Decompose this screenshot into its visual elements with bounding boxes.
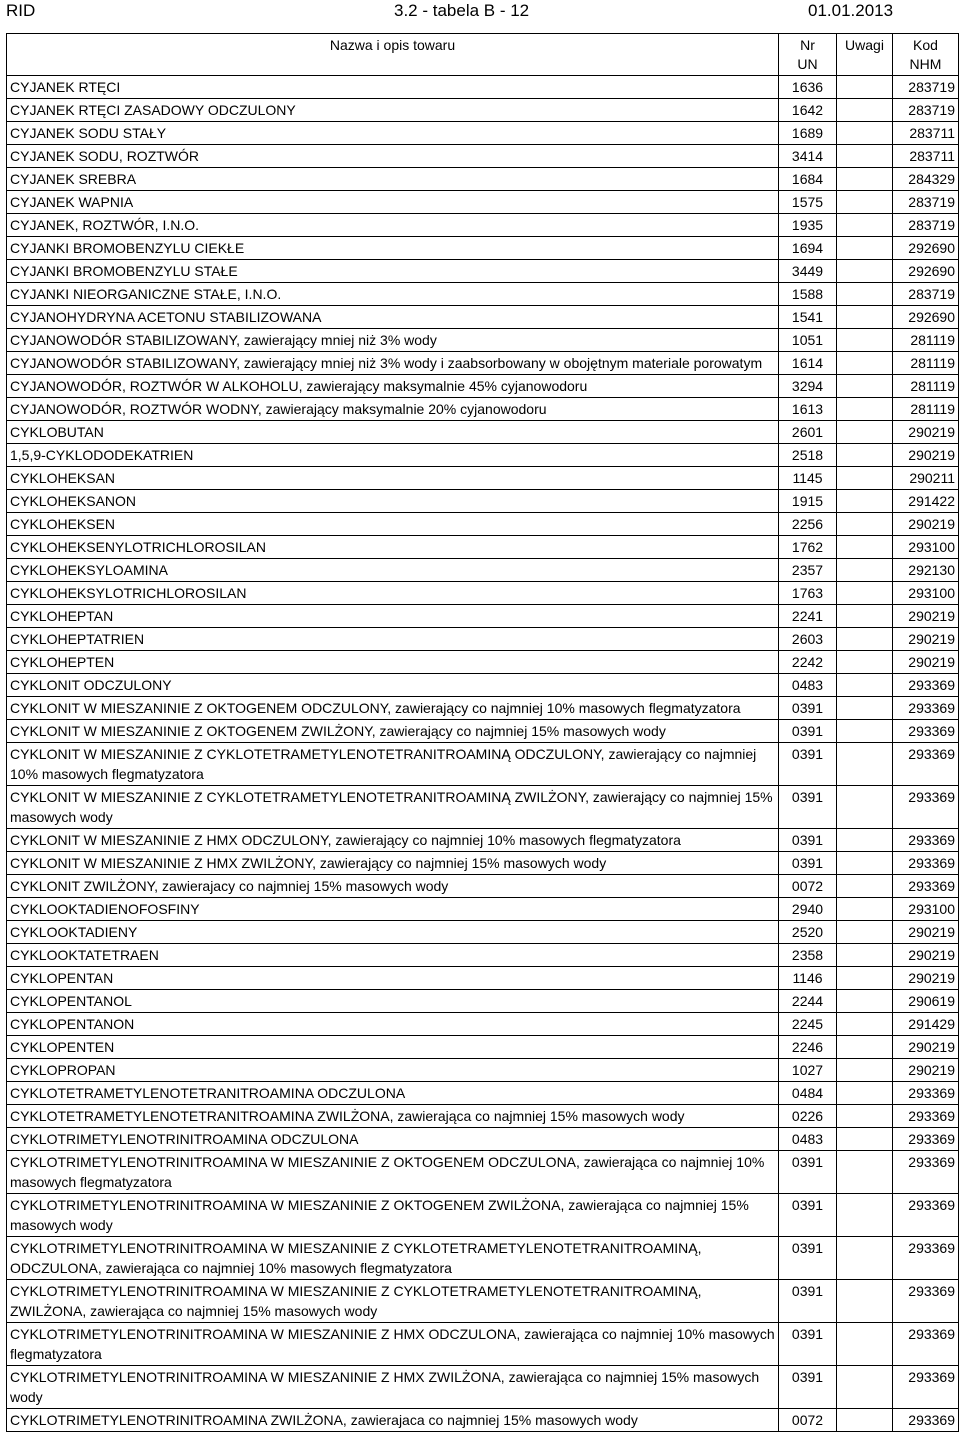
cell-name: CYKLOTRIMETYLENOTRINITROAMINA ZWILŻONA, zawierajaca co najmniej 15% masowych wody bbox=[7, 1409, 779, 1432]
cell-un: 0391 bbox=[779, 1237, 837, 1280]
cell-name: CYJANKI BROMOBENZYLU CIEKŁE bbox=[7, 237, 779, 260]
cell-notes bbox=[837, 122, 893, 145]
cell-name: CYKLOTRIMETYLENOTRINITROAMINA W MIESZANINIE Z HMX ODCZULONA, zawierająca co najmniej 10% masowych flegmatyzatora bbox=[7, 1323, 779, 1366]
cell-un: 0391 bbox=[779, 1366, 837, 1409]
cell-nhm: 283711 bbox=[893, 122, 959, 145]
header-center: 3.2 - tabela B - 12 bbox=[394, 1, 530, 20]
cell-nhm: 293369 bbox=[893, 875, 959, 898]
table-row bbox=[7, 898, 959, 921]
cell-un: 1613 bbox=[779, 398, 837, 421]
cell-nhm: 292130 bbox=[893, 559, 959, 582]
cell-notes bbox=[837, 352, 893, 375]
table-row bbox=[7, 1082, 959, 1105]
table-row bbox=[7, 697, 959, 720]
cell-nhm: 293369 bbox=[893, 674, 959, 697]
cell-notes bbox=[837, 852, 893, 875]
cell-un: 1051 bbox=[779, 329, 837, 352]
cell-notes bbox=[837, 237, 893, 260]
cell-name: CYKLONIT W MIESZANINIE Z OKTOGENEM ODCZULONY, zawierający co najmniej 10% masowych flegmatyzatora bbox=[7, 697, 779, 720]
cell-nhm: 293369 bbox=[893, 1366, 959, 1409]
cell-un: 0391 bbox=[779, 852, 837, 875]
table-row bbox=[7, 990, 959, 1013]
cell-notes bbox=[837, 191, 893, 214]
header-date: 01.01.2013 bbox=[808, 1, 894, 20]
cell-notes bbox=[837, 1105, 893, 1128]
cell-nhm: 290219 bbox=[893, 944, 959, 967]
cell-nhm: 293100 bbox=[893, 582, 959, 605]
cell-nhm: 293369 bbox=[893, 786, 959, 829]
cell-nhm: 291429 bbox=[893, 1013, 959, 1036]
cell-notes bbox=[837, 1082, 893, 1105]
cell-un: 0391 bbox=[779, 829, 837, 852]
cell-name: CYJANEK RTĘCI ZASADOWY ODCZULONY bbox=[7, 99, 779, 122]
cell-nhm: 292690 bbox=[893, 306, 959, 329]
cell-notes bbox=[837, 1036, 893, 1059]
cell-notes bbox=[837, 1366, 893, 1409]
cell-notes bbox=[837, 467, 893, 490]
table-row bbox=[7, 329, 959, 352]
cell-nhm: 293369 bbox=[893, 720, 959, 743]
table-row bbox=[7, 283, 959, 306]
cell-un: 0391 bbox=[779, 743, 837, 786]
cell-un: 1614 bbox=[779, 352, 837, 375]
cell-un: 2601 bbox=[779, 421, 837, 444]
cell-name: CYKLOTRIMETYLENOTRINITROAMINA ODCZULONA bbox=[7, 1128, 779, 1151]
cell-nhm: 281119 bbox=[893, 398, 959, 421]
cell-un: 2256 bbox=[779, 513, 837, 536]
cell-name: CYJANKI BROMOBENZYLU STAŁE bbox=[7, 260, 779, 283]
column-header-name: Nazwa i opis towaru bbox=[7, 34, 779, 76]
cell-nhm: 290219 bbox=[893, 513, 959, 536]
cell-name: CYKLONIT W MIESZANINIE Z CYKLOTETRAMETYLENOTETRANITROAMINĄ ODCZULONY, zawierający co najmniej 10% masowych flegmatyzatora bbox=[7, 743, 779, 786]
table-row bbox=[7, 674, 959, 697]
cell-name: CYKLOTRIMETYLENOTRINITROAMINA W MIESZANINIE Z HMX ZWILŻONA, zawierająca co najmniej 15% masowych wody bbox=[7, 1366, 779, 1409]
cell-name: CYJANOWODÓR STABILIZOWANY, zawierający mniej niż 3% wody i zaabsorbowany w obojętnym materiale porowatym bbox=[7, 352, 779, 375]
table-row bbox=[7, 852, 959, 875]
cell-un: 1575 bbox=[779, 191, 837, 214]
table-row bbox=[7, 1237, 959, 1280]
cell-notes bbox=[837, 875, 893, 898]
cell-nhm: 290219 bbox=[893, 651, 959, 674]
cell-name: CYJANEK SREBRA bbox=[7, 168, 779, 191]
cell-nhm: 290619 bbox=[893, 990, 959, 1013]
cell-name: CYJANEK WAPNIA bbox=[7, 191, 779, 214]
cell-notes bbox=[837, 786, 893, 829]
cell-nhm: 290219 bbox=[893, 921, 959, 944]
cell-un: 1762 bbox=[779, 536, 837, 559]
header-left: RID bbox=[6, 1, 36, 20]
cell-name: CYKLOOKTADIENY bbox=[7, 921, 779, 944]
cell-name: CYJANOWODÓR, ROZTWÓR WODNY, zawierający maksymalnie 20% cyjanowodoru bbox=[7, 398, 779, 421]
cell-nhm: 281119 bbox=[893, 329, 959, 352]
table-row bbox=[7, 122, 959, 145]
cell-name: CYKLOOKTADIENOFOSFINY bbox=[7, 898, 779, 921]
cell-nhm: 283719 bbox=[893, 283, 959, 306]
cell-notes bbox=[837, 628, 893, 651]
cell-name: CYKLOHEKSEN bbox=[7, 513, 779, 536]
cell-un: 1689 bbox=[779, 122, 837, 145]
cell-notes bbox=[837, 1151, 893, 1194]
cell-notes bbox=[837, 1237, 893, 1280]
cell-notes bbox=[837, 260, 893, 283]
cell-nhm: 290219 bbox=[893, 605, 959, 628]
cell-name: CYKLONIT W MIESZANINIE Z HMX ODCZULONY, zawierający co najmniej 10% masowych flegmatyzatora bbox=[7, 829, 779, 852]
cell-un: 0072 bbox=[779, 1409, 837, 1432]
cell-notes bbox=[837, 829, 893, 852]
cell-un: 2242 bbox=[779, 651, 837, 674]
cell-name: CYKLOTRIMETYLENOTRINITROAMINA W MIESZANINIE Z OKTOGENEM ZWILŻONA, zawierająca co najmniej 15% masowych wody bbox=[7, 1194, 779, 1237]
table-row bbox=[7, 421, 959, 444]
table-row bbox=[7, 145, 959, 168]
cell-notes bbox=[837, 967, 893, 990]
substances-table bbox=[6, 33, 959, 1432]
cell-notes bbox=[837, 1409, 893, 1432]
cell-nhm: 293369 bbox=[893, 743, 959, 786]
cell-notes bbox=[837, 921, 893, 944]
cell-nhm: 284329 bbox=[893, 168, 959, 191]
cell-notes bbox=[837, 1194, 893, 1237]
cell-name: CYJANEK RTĘCI bbox=[7, 76, 779, 99]
cell-un: 1935 bbox=[779, 214, 837, 237]
table-row bbox=[7, 1128, 959, 1151]
cell-un: 0226 bbox=[779, 1105, 837, 1128]
table-row bbox=[7, 306, 959, 329]
cell-notes bbox=[837, 283, 893, 306]
cell-nhm: 293369 bbox=[893, 1280, 959, 1323]
cell-nhm: 293369 bbox=[893, 1082, 959, 1105]
table-row bbox=[7, 536, 959, 559]
table-row bbox=[7, 921, 959, 944]
cell-nhm: 293369 bbox=[893, 1194, 959, 1237]
cell-nhm: 293369 bbox=[893, 1237, 959, 1280]
table-row bbox=[7, 1409, 959, 1432]
table-row bbox=[7, 829, 959, 852]
table-row bbox=[7, 168, 959, 191]
table-row bbox=[7, 875, 959, 898]
cell-notes bbox=[837, 444, 893, 467]
cell-notes bbox=[837, 1323, 893, 1366]
cell-nhm: 293369 bbox=[893, 1105, 959, 1128]
cell-notes bbox=[837, 168, 893, 191]
table-header-row bbox=[7, 34, 959, 76]
cell-name: CYKLOPROPAN bbox=[7, 1059, 779, 1082]
cell-un: 2241 bbox=[779, 605, 837, 628]
table-row bbox=[7, 191, 959, 214]
cell-name: CYKLOTRIMETYLENOTRINITROAMINA W MIESZANINIE Z CYKLOTETRAMETYLENOTETRANITROAMINĄ, ODCZULONA, zawierająca co najmniej 10% masowych flegmatyzatora bbox=[7, 1237, 779, 1280]
cell-nhm: 293100 bbox=[893, 898, 959, 921]
cell-name: CYKLOTRIMETYLENOTRINITROAMINA W MIESZANINIE Z CYKLOTETRAMETYLENOTETRANITROAMINĄ, ZWILŻONA, zawierająca co najmniej 15% masowych wody bbox=[7, 1280, 779, 1323]
cell-un: 1146 bbox=[779, 967, 837, 990]
table-row bbox=[7, 1036, 959, 1059]
cell-nhm: 293369 bbox=[893, 1323, 959, 1366]
table-row bbox=[7, 260, 959, 283]
cell-un: 3414 bbox=[779, 145, 837, 168]
cell-notes bbox=[837, 605, 893, 628]
cell-un: 2245 bbox=[779, 1013, 837, 1036]
cell-un: 2518 bbox=[779, 444, 837, 467]
cell-nhm: 281119 bbox=[893, 375, 959, 398]
cell-name: CYKLOHEPTAN bbox=[7, 605, 779, 628]
cell-un: 2244 bbox=[779, 990, 837, 1013]
table-row bbox=[7, 99, 959, 122]
cell-nhm: 281119 bbox=[893, 352, 959, 375]
table-row bbox=[7, 651, 959, 674]
cell-un: 1642 bbox=[779, 99, 837, 122]
cell-un: 2520 bbox=[779, 921, 837, 944]
table-row bbox=[7, 1366, 959, 1409]
cell-un: 1694 bbox=[779, 237, 837, 260]
table-row bbox=[7, 513, 959, 536]
cell-nhm: 293369 bbox=[893, 829, 959, 852]
cell-name: CYJANOHYDRYNA ACETONU STABILIZOWANA bbox=[7, 306, 779, 329]
table-row bbox=[7, 1194, 959, 1237]
cell-name: CYJANOWODÓR, ROZTWÓR W ALKOHOLU, zawierający maksymalnie 45% cyjanowodoru bbox=[7, 375, 779, 398]
cell-notes bbox=[837, 76, 893, 99]
cell-name: CYKLOHEKSENYLOTRICHLOROSILAN bbox=[7, 536, 779, 559]
column-header-notes: Uwagi bbox=[837, 34, 893, 76]
table-row bbox=[7, 944, 959, 967]
cell-notes bbox=[837, 651, 893, 674]
cell-notes bbox=[837, 513, 893, 536]
cell-nhm: 290219 bbox=[893, 1059, 959, 1082]
cell-nhm: 293369 bbox=[893, 852, 959, 875]
table-row bbox=[7, 605, 959, 628]
cell-name: CYKLOTETRAMETYLENOTETRANITROAMINA ODCZULONA bbox=[7, 1082, 779, 1105]
cell-notes bbox=[837, 1128, 893, 1151]
cell-name: CYKLOOKTATETRAEN bbox=[7, 944, 779, 967]
cell-nhm: 283711 bbox=[893, 145, 959, 168]
cell-notes bbox=[837, 743, 893, 786]
cell-notes bbox=[837, 720, 893, 743]
cell-un: 0072 bbox=[779, 875, 837, 898]
cell-name: CYJANOWODÓR STABILIZOWANY, zawierający mniej niż 3% wody bbox=[7, 329, 779, 352]
cell-un: 2940 bbox=[779, 898, 837, 921]
cell-un: 0391 bbox=[779, 1151, 837, 1194]
cell-notes bbox=[837, 944, 893, 967]
cell-un: 0391 bbox=[779, 720, 837, 743]
cell-nhm: 290219 bbox=[893, 1036, 959, 1059]
cell-nhm: 293369 bbox=[893, 1409, 959, 1432]
cell-notes bbox=[837, 674, 893, 697]
cell-name: CYKLOHEPTATRIEN bbox=[7, 628, 779, 651]
cell-name: CYJANKI NIEORGANICZNE STAŁE, I.N.O. bbox=[7, 283, 779, 306]
cell-un: 3294 bbox=[779, 375, 837, 398]
cell-name: CYKLOHEKSAN bbox=[7, 467, 779, 490]
cell-nhm: 283719 bbox=[893, 76, 959, 99]
cell-nhm: 290219 bbox=[893, 967, 959, 990]
cell-notes bbox=[837, 398, 893, 421]
table-row bbox=[7, 628, 959, 651]
table-row bbox=[7, 76, 959, 99]
cell-name: CYKLOPENTANON bbox=[7, 1013, 779, 1036]
cell-un: 2358 bbox=[779, 944, 837, 967]
cell-notes bbox=[837, 536, 893, 559]
cell-notes bbox=[837, 421, 893, 444]
cell-name: CYKLOHEPTEN bbox=[7, 651, 779, 674]
cell-name: CYJANEK, ROZTWÓR, I.N.O. bbox=[7, 214, 779, 237]
cell-un: 2603 bbox=[779, 628, 837, 651]
column-header-un: Nr UN bbox=[779, 34, 837, 76]
cell-un: 1763 bbox=[779, 582, 837, 605]
cell-nhm: 290219 bbox=[893, 444, 959, 467]
cell-un: 1145 bbox=[779, 467, 837, 490]
cell-nhm: 283719 bbox=[893, 214, 959, 237]
cell-notes bbox=[837, 1013, 893, 1036]
cell-notes bbox=[837, 898, 893, 921]
table-row bbox=[7, 1013, 959, 1036]
cell-name: CYKLOHEKSYLOTRICHLOROSILAN bbox=[7, 582, 779, 605]
cell-notes bbox=[837, 697, 893, 720]
cell-un: 0484 bbox=[779, 1082, 837, 1105]
cell-name: CYKLOBUTAN bbox=[7, 421, 779, 444]
cell-notes bbox=[837, 559, 893, 582]
table-row bbox=[7, 967, 959, 990]
cell-nhm: 291422 bbox=[893, 490, 959, 513]
cell-nhm: 283719 bbox=[893, 99, 959, 122]
cell-name: CYKLOHEKSYLOAMINA bbox=[7, 559, 779, 582]
column-header-nhm: Kod NHM bbox=[893, 34, 959, 76]
table-row bbox=[7, 467, 959, 490]
cell-nhm: 292690 bbox=[893, 260, 959, 283]
cell-name: CYKLOPENTEN bbox=[7, 1036, 779, 1059]
cell-notes bbox=[837, 329, 893, 352]
table-row bbox=[7, 1323, 959, 1366]
table-row bbox=[7, 375, 959, 398]
cell-un: 0483 bbox=[779, 1128, 837, 1151]
cell-nhm: 293100 bbox=[893, 536, 959, 559]
cell-un: 2357 bbox=[779, 559, 837, 582]
table-body bbox=[7, 76, 959, 1432]
table-row bbox=[7, 398, 959, 421]
cell-notes bbox=[837, 1059, 893, 1082]
cell-notes bbox=[837, 214, 893, 237]
cell-notes bbox=[837, 375, 893, 398]
cell-name: CYKLOPENTAN bbox=[7, 967, 779, 990]
cell-nhm: 293369 bbox=[893, 1128, 959, 1151]
cell-un: 3449 bbox=[779, 260, 837, 283]
table-row bbox=[7, 786, 959, 829]
table-row bbox=[7, 490, 959, 513]
cell-notes bbox=[837, 990, 893, 1013]
table-row bbox=[7, 1151, 959, 1194]
cell-nhm: 290219 bbox=[893, 628, 959, 651]
cell-un: 0391 bbox=[779, 786, 837, 829]
cell-un: 0391 bbox=[779, 1194, 837, 1237]
cell-name: CYKLONIT ZWILŻONY, zawierajacy co najmniej 15% masowych wody bbox=[7, 875, 779, 898]
cell-name: CYKLOTRIMETYLENOTRINITROAMINA W MIESZANINIE Z OKTOGENEM ODCZULONA, zawierająca co najmniej 10% masowych flegmatyzatora bbox=[7, 1151, 779, 1194]
cell-name: CYKLOHEKSANON bbox=[7, 490, 779, 513]
cell-nhm: 283719 bbox=[893, 191, 959, 214]
cell-un: 0391 bbox=[779, 697, 837, 720]
table-row bbox=[7, 559, 959, 582]
cell-name: CYJANEK SODU, ROZTWÓR bbox=[7, 145, 779, 168]
cell-un: 1915 bbox=[779, 490, 837, 513]
table-row bbox=[7, 1059, 959, 1082]
table-row bbox=[7, 1280, 959, 1323]
cell-un: 2246 bbox=[779, 1036, 837, 1059]
cell-nhm: 292690 bbox=[893, 237, 959, 260]
table-row bbox=[7, 237, 959, 260]
cell-un: 1636 bbox=[779, 76, 837, 99]
table-row bbox=[7, 444, 959, 467]
cell-name: CYKLONIT W MIESZANINIE Z HMX ZWILŻONY, zawierający co najmniej 15% masowych wody bbox=[7, 852, 779, 875]
cell-name: CYJANEK SODU STAŁY bbox=[7, 122, 779, 145]
cell-name: CYKLONIT ODCZULONY bbox=[7, 674, 779, 697]
cell-notes bbox=[837, 145, 893, 168]
cell-nhm: 290211 bbox=[893, 467, 959, 490]
cell-notes bbox=[837, 306, 893, 329]
cell-nhm: 293369 bbox=[893, 697, 959, 720]
table-row bbox=[7, 720, 959, 743]
cell-name: CYKLONIT W MIESZANINIE Z OKTOGENEM ZWILŻONY, zawierający co najmniej 15% masowych wody bbox=[7, 720, 779, 743]
cell-un: 0483 bbox=[779, 674, 837, 697]
cell-notes bbox=[837, 99, 893, 122]
cell-un: 1027 bbox=[779, 1059, 837, 1082]
cell-nhm: 293369 bbox=[893, 1151, 959, 1194]
cell-un: 0391 bbox=[779, 1280, 837, 1323]
cell-name: CYKLOTETRAMETYLENOTETRANITROAMINA ZWILŻONA, zawierająca co najmniej 15% masowych wody bbox=[7, 1105, 779, 1128]
cell-un: 1588 bbox=[779, 283, 837, 306]
cell-notes bbox=[837, 1280, 893, 1323]
cell-nhm: 290219 bbox=[893, 421, 959, 444]
cell-un: 1541 bbox=[779, 306, 837, 329]
cell-notes bbox=[837, 582, 893, 605]
cell-name: 1,5,9-CYKLODODEKATRIEN bbox=[7, 444, 779, 467]
table-row bbox=[7, 1105, 959, 1128]
cell-name: CYKLOPENTANOL bbox=[7, 990, 779, 1013]
cell-notes bbox=[837, 490, 893, 513]
table-row bbox=[7, 214, 959, 237]
cell-un: 1684 bbox=[779, 168, 837, 191]
page-header bbox=[0, 0, 960, 30]
table-row bbox=[7, 352, 959, 375]
cell-name: CYKLONIT W MIESZANINIE Z CYKLOTETRAMETYLENOTETRANITROAMINĄ ZWILŻONY, zawierający co najmniej 15% masowych wody bbox=[7, 786, 779, 829]
cell-un: 0391 bbox=[779, 1323, 837, 1366]
table-row bbox=[7, 743, 959, 786]
table-row bbox=[7, 582, 959, 605]
